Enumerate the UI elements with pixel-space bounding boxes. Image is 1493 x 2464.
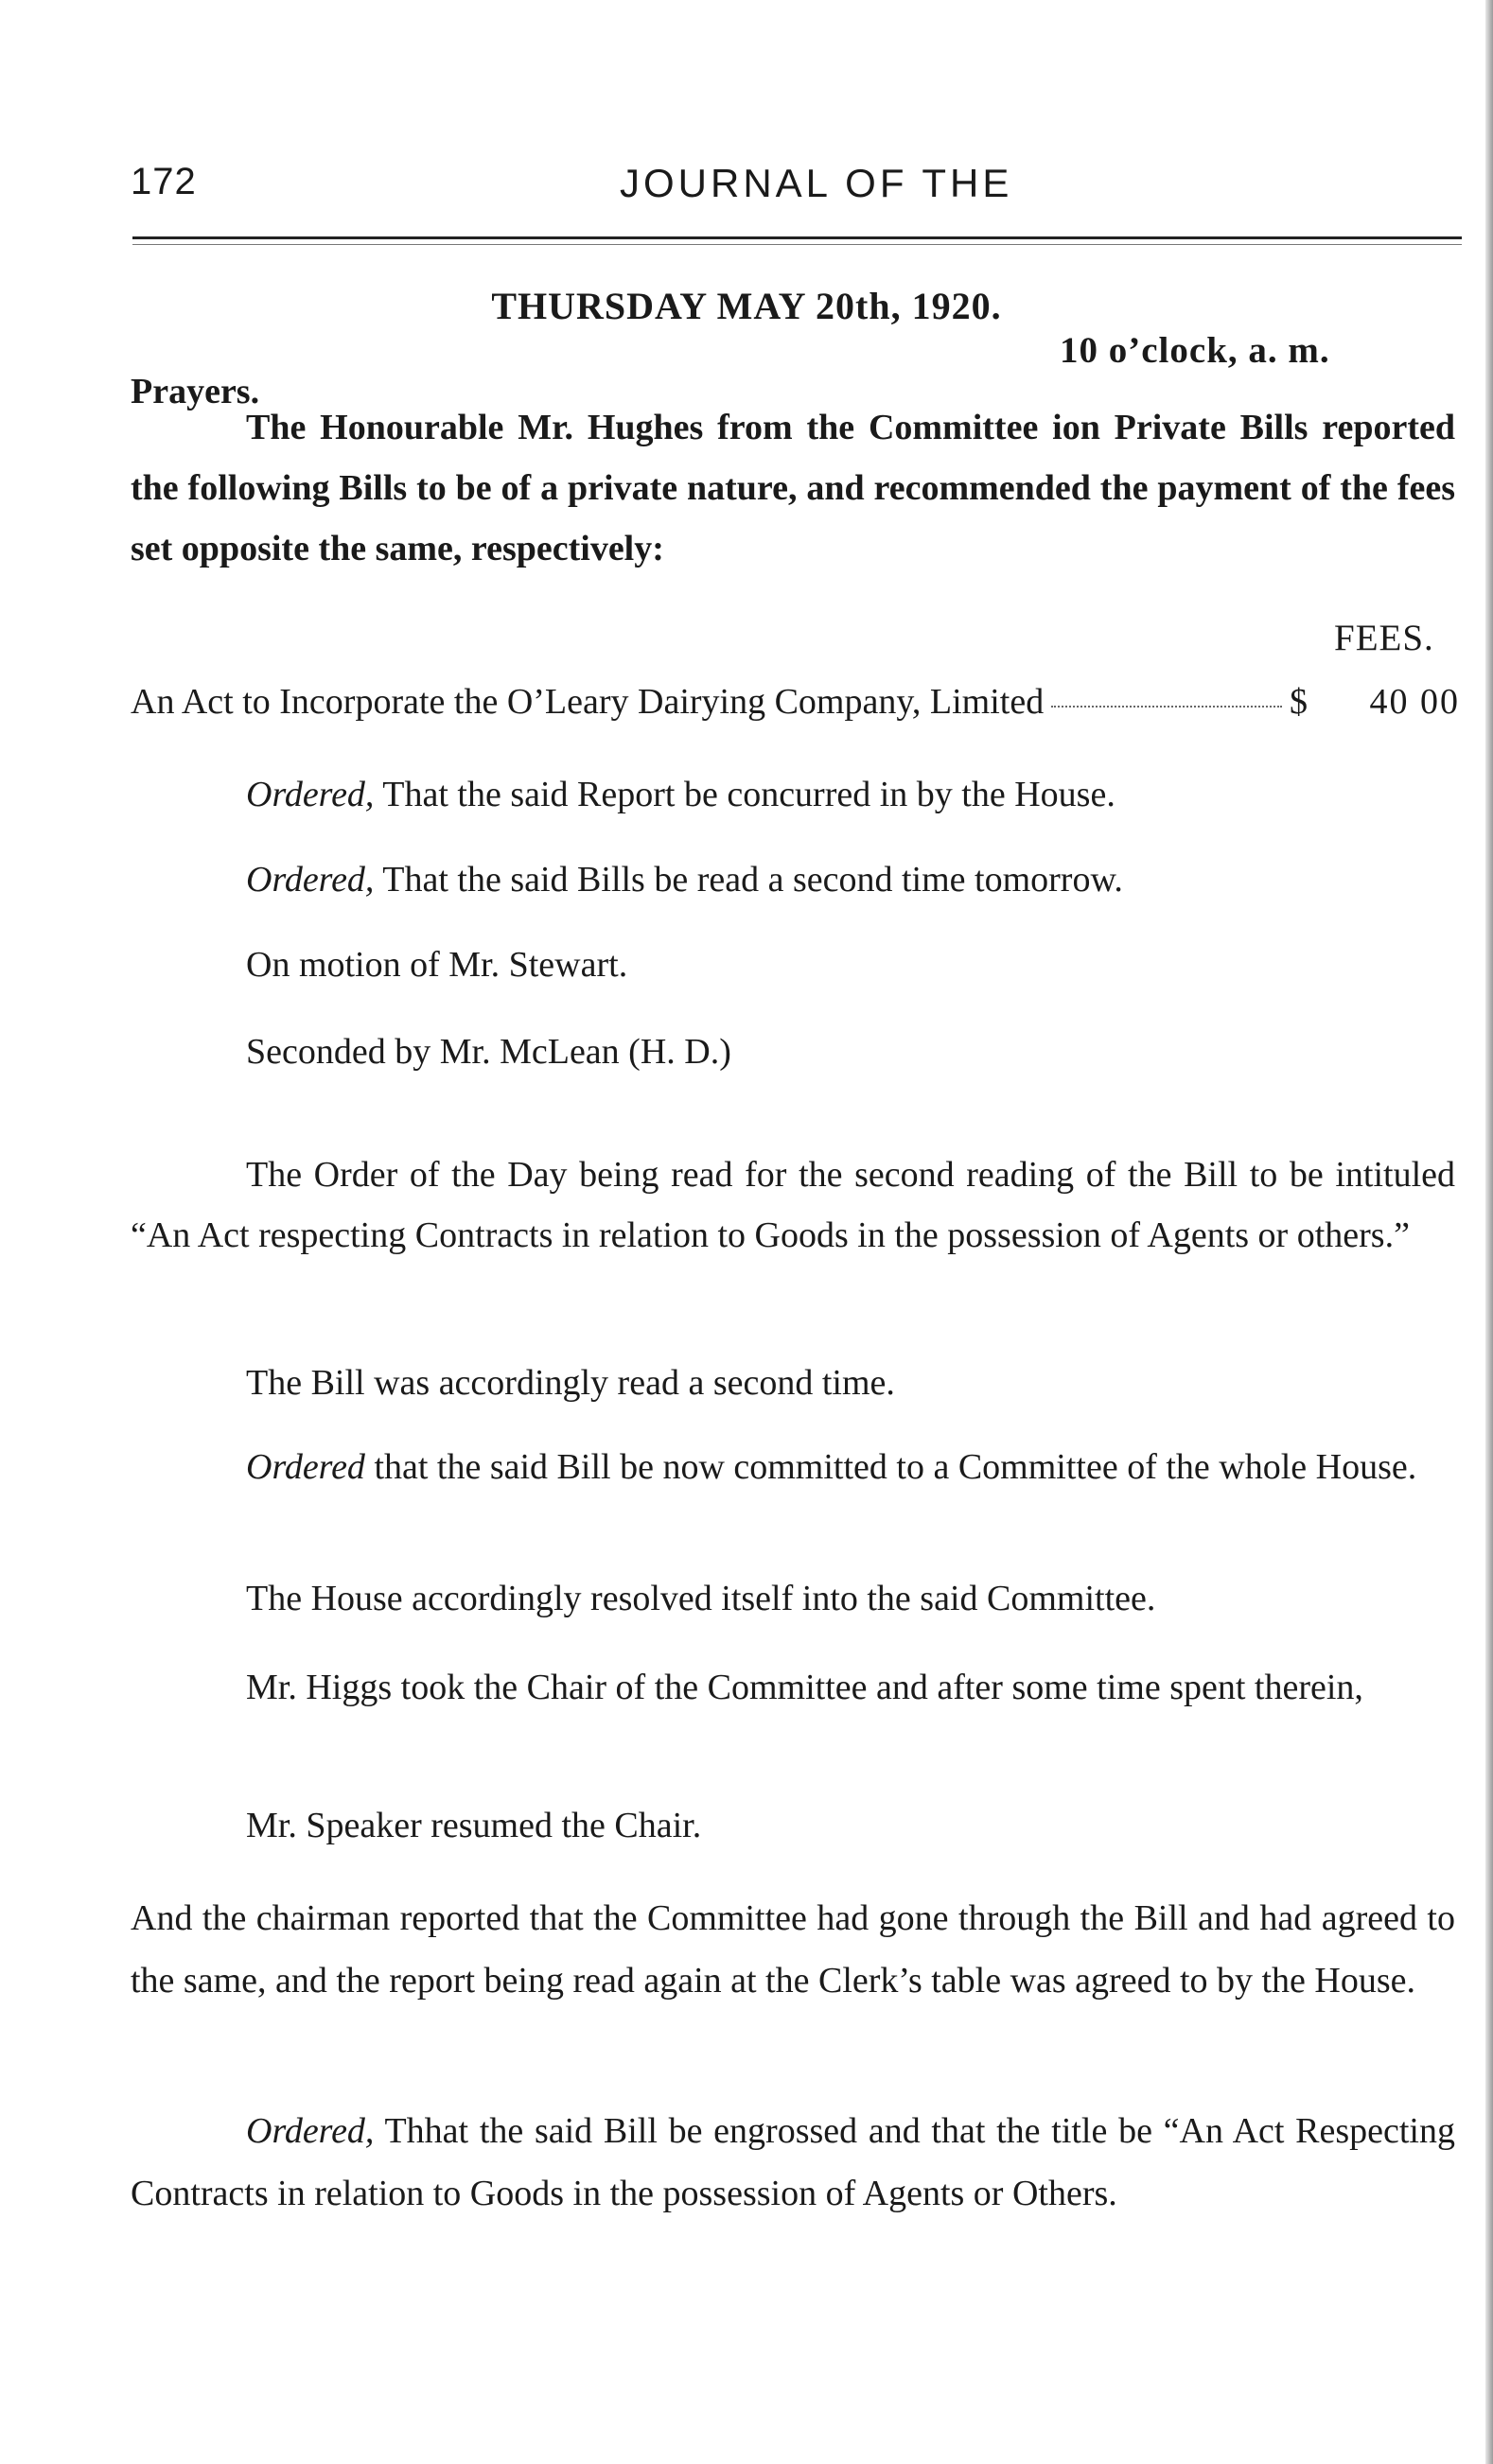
- speaker-resumed-line: Mr. Speaker resumed the Chair.: [246, 1806, 702, 1845]
- order-second-reading-text: That the said Bills be read a second time tomorrow.: [382, 860, 1123, 900]
- page-number: 172: [131, 161, 197, 202]
- session-time: 10 o’clock, a. m.: [1060, 330, 1330, 371]
- header-rule: [132, 236, 1462, 239]
- order-report-line: [246, 774, 1115, 815]
- fee-amount: 40 00: [1369, 682, 1460, 722]
- ordered-label: Ordered: [246, 1447, 365, 1487]
- engrossed-text: Thhat the said Bill be engrossed and that the title be “An Act Respecting Contracts in relation to Goods in the possession of Agents or Others.: [131, 2111, 1455, 2213]
- ordered-label: Ordered,: [246, 2111, 375, 2151]
- dot-leader: [1051, 706, 1282, 708]
- prayers-line: Prayers.: [131, 372, 260, 411]
- page-edge-shadow: [1485, 0, 1493, 2464]
- committee-report-paragraph: The Honourable Mr. Hughes from the Committee ion Private Bills reported the following Bills to be of a private nature, and recommended the payment of the fees set opposite the same, respectively:: [131, 408, 1455, 568]
- order-report-text: That the said Report be concurred in by the House.: [382, 775, 1115, 814]
- second-reading-line: The Bill was accordingly read a second time.: [246, 1363, 895, 1403]
- header-rule-thin: [132, 244, 1462, 245]
- session-date: THURSDAY MAY 20th, 1920.: [491, 285, 1002, 327]
- chair-taken-paragraph: Mr. Higgs took the Chair of the Committee and after some time spent therein,: [246, 1668, 1363, 1707]
- fees-heading: FEES.: [1334, 618, 1434, 658]
- ordered-label: Ordered,: [246, 775, 375, 814]
- engrossed-paragraph: [131, 2100, 1455, 2225]
- committed-text: that the said Bill be now committed to a Committee of the whole House.: [374, 1447, 1417, 1487]
- bill-fee-row: [131, 681, 1460, 723]
- ordered-label: Ordered,: [246, 860, 375, 900]
- motion-line: On motion of Mr. Stewart.: [246, 945, 628, 985]
- seconded-line: Seconded by Mr. McLean (H. D.): [246, 1032, 731, 1072]
- chairman-report-paragraph: And the chairman reported that the Committee had gone through the Bill and had agreed to the same, and the report being read again at the Clerk’s table was agreed to by the House.: [131, 1898, 1455, 2001]
- fee-currency: $: [1290, 682, 1308, 722]
- resolved-line: The House accordingly resolved itself into the said Committee.: [246, 1579, 1156, 1618]
- order-of-day-paragraph: The Order of the Day being read for the second reading of the Bill to be intituled “An Act respecting Contracts in relation to Goods in the possession of Agents or others.”: [131, 1155, 1455, 1255]
- running-head: JOURNAL OF THE: [620, 161, 1013, 205]
- bill-name: An Act to Incorporate the O’Leary Dairying Company, Limited: [131, 682, 1045, 722]
- order-second-reading-line: [246, 859, 1123, 900]
- committed-paragraph: [131, 1445, 1455, 1489]
